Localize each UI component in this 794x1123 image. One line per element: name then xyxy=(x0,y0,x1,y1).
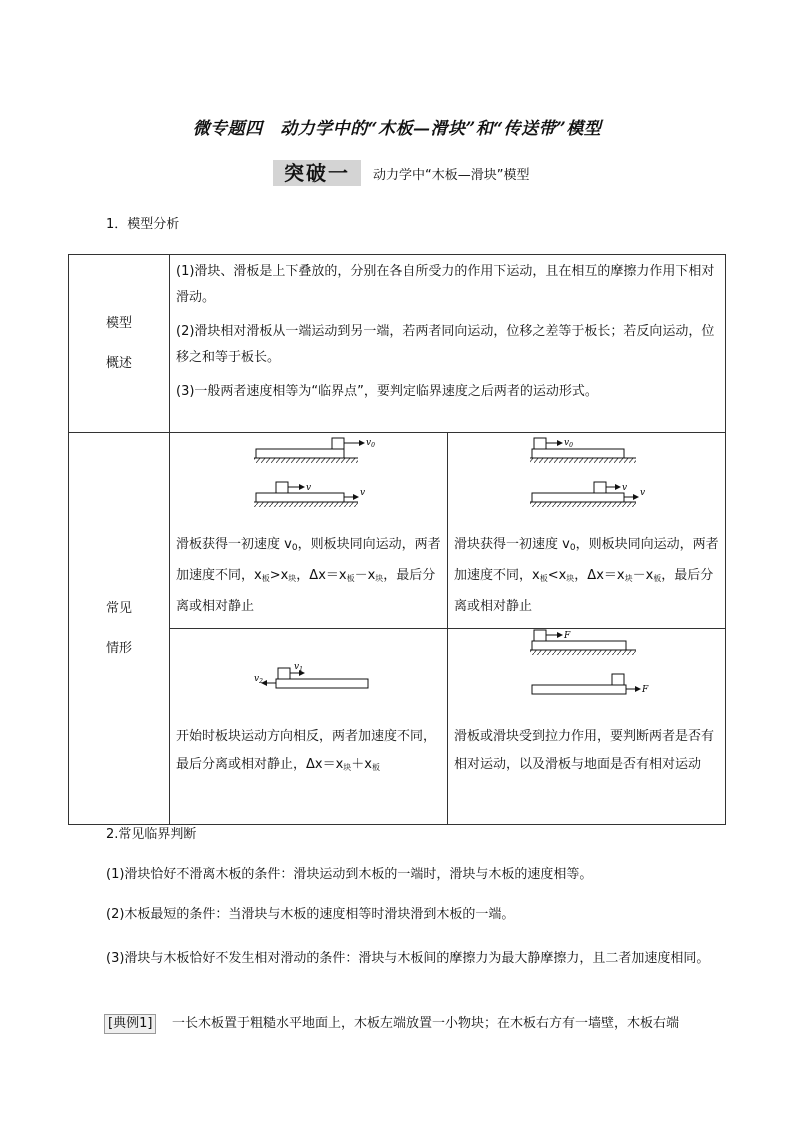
case-d-text: 滑板或滑块受到拉力作用，要判断两者是否有相对运动，以及滑板与地面是否有相对运动 xyxy=(454,729,715,772)
example-text: 一长木板置于粗糙水平地面上，木板左端放置一小物块；在木板右方有一墙壁，木板右端 xyxy=(172,1016,680,1031)
critical-item-1: (1)滑块恰好不滑离木板的条件：滑块运动到木板的一端时，滑块与木板的速度相等。 xyxy=(106,867,593,882)
overview-point-1: (1)滑块、滑板是上下叠放的，分别在各自所受力的作用下运动，且在相互的摩擦力作用下相对滑动。 xyxy=(176,264,715,305)
case-board-initial-velocity xyxy=(170,433,448,629)
svg-text:v1: $v_1$ xyxy=(294,662,303,673)
svg-text:v: v xyxy=(360,488,366,498)
example-tag: [典例1] xyxy=(104,1014,156,1034)
model-overview-header: 模型 概述 xyxy=(69,255,170,433)
svg-text:v: v xyxy=(622,483,628,493)
section-subtitle: 动力学中“木板—滑块”模型 xyxy=(373,168,530,183)
case-pulling-force xyxy=(448,629,726,825)
svg-text:v2: $v_2$ xyxy=(254,674,263,685)
svg-text:v0: $v_0$ xyxy=(564,438,573,449)
section-badge: 突破一 xyxy=(273,160,361,186)
case-opposite-motion xyxy=(170,629,448,825)
diagram-block-v0 xyxy=(454,433,719,525)
page-title: 微专题四 动力学中的“木板—滑块”和“传送带”模型 xyxy=(192,119,602,139)
common-cases-header: 常见 情形 xyxy=(69,433,170,825)
case-b-text: 滑块获得一初速度 v0，则板块同向运动，两者加速度不同，$x_板<x_块$，$\Delta x=x_块-x_板$，最后分离或相对静止 xyxy=(454,537,719,614)
overview-point-2: (2)滑块相对滑板从一端运动到另一端，若两者同向运动，位移之差等于板长；若反向运动，位移之和等于板长。 xyxy=(176,324,715,365)
overview-point-3: (3)一般两者速度相等为“临界点”，要判定临界速度之后两者的运动形式。 xyxy=(176,384,598,399)
svg-text:v: v xyxy=(640,488,646,498)
case-block-initial-velocity xyxy=(448,433,726,629)
case-c-text: 开始时板块运动方向相反，两者加速度不同，最后分离或相对静止，$\Delta x=x_块+x_板$ xyxy=(176,729,437,772)
critical-item-2: (2)木板最短的条件：当滑块与木板的速度相等时滑块滑到木板的一端。 xyxy=(106,907,515,922)
svg-text:v: v xyxy=(306,483,312,493)
section2-heading: 2.常见临界判断 xyxy=(106,827,197,842)
model-overview-content xyxy=(170,255,726,433)
critical-item-3: (3)滑块与木板恰好不发生相对滑动的条件：滑块与木板间的摩擦力为最大静摩擦力，且二者加速度相同。 xyxy=(106,951,710,966)
case-a-text: 滑板获得一初速度 v0，则板块同向运动，两者加速度不同，$x_板>x_块$，$\Delta x=x_板-x_块$，最后分离或相对静止 xyxy=(176,537,441,614)
diagram-opposite xyxy=(176,629,441,709)
diagram-force xyxy=(454,629,719,709)
model-table xyxy=(68,254,726,825)
diagram-board-v0 xyxy=(176,433,441,525)
svg-text:F: F xyxy=(564,631,571,641)
section1-heading: 1．模型分析 xyxy=(106,217,180,232)
svg-text:v0: $v_0$ xyxy=(366,438,375,449)
svg-text:F: F xyxy=(642,685,649,695)
